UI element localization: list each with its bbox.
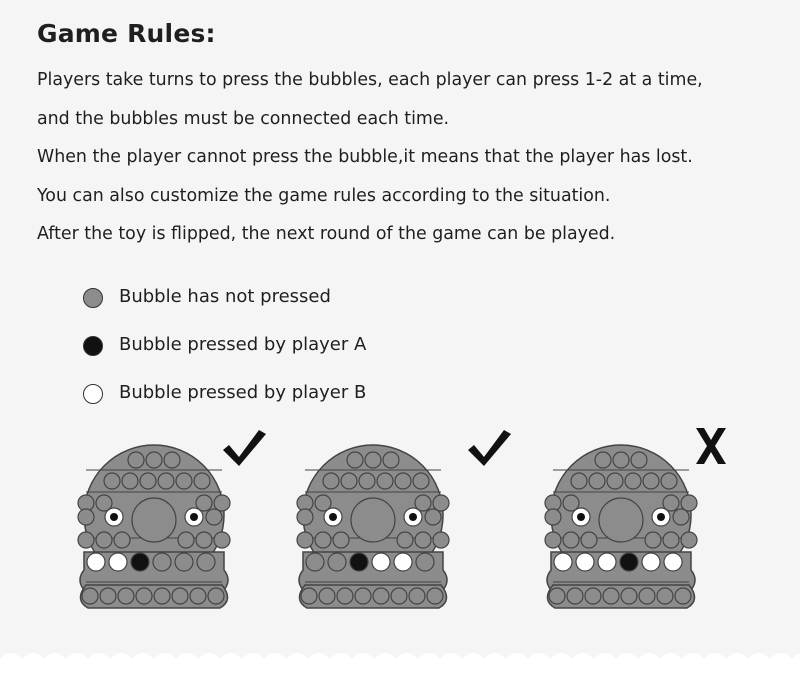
bubble [190, 588, 206, 604]
octopus-example-1 [74, 440, 234, 625]
bubble [315, 532, 331, 548]
bubble [663, 532, 679, 548]
bubble [158, 473, 174, 489]
game-row-bubble [197, 553, 215, 571]
legend-label: Bubble has not pressed [119, 286, 331, 307]
pupil [190, 513, 198, 521]
bubble [82, 588, 98, 604]
game-row-bubble [416, 553, 434, 571]
legend-label: Bubble pressed by player A [119, 334, 367, 355]
octopus-example-2 [293, 440, 453, 625]
bubble [413, 473, 429, 489]
bubble [96, 532, 112, 548]
bubble [297, 532, 313, 548]
octopus-example-3 [541, 440, 701, 625]
bubble [589, 473, 605, 489]
bubble [645, 532, 661, 548]
decorative-wave-border [0, 645, 800, 675]
bubble [136, 588, 152, 604]
bubble [415, 532, 431, 548]
bubble [391, 588, 407, 604]
bubble [625, 473, 641, 489]
bubble [639, 588, 655, 604]
bubble [603, 588, 619, 604]
bubble [194, 473, 210, 489]
game-row-bubble [153, 553, 171, 571]
bubble [78, 509, 94, 525]
game-row-bubble [576, 553, 594, 571]
bubble [585, 588, 601, 604]
rule-line: After the toy is flipped, the next round of the game can be played. [37, 224, 616, 244]
bubble [172, 588, 188, 604]
bubble [427, 588, 443, 604]
bubble [433, 532, 449, 548]
bubble [595, 452, 611, 468]
bubble [140, 473, 156, 489]
game-row-bubble [394, 553, 412, 571]
bubble [397, 532, 413, 548]
bubble [613, 452, 629, 468]
bubble [581, 532, 597, 548]
game-row-bubble [642, 553, 660, 571]
game-row-bubble [87, 553, 105, 571]
bubble [377, 473, 393, 489]
rule-line: and the bubbles must be connected each time. [37, 108, 450, 129]
rules-list [37, 61, 703, 254]
bubble [621, 588, 637, 604]
grey-bubble-icon [83, 288, 103, 308]
bubble [341, 473, 357, 489]
bubble [301, 588, 317, 604]
bubble [673, 509, 689, 525]
bubble [675, 588, 691, 604]
bubble [681, 495, 697, 511]
bubble [567, 588, 583, 604]
game-row-bubble [664, 553, 682, 571]
game-row-bubble [372, 553, 390, 571]
bubble [545, 509, 561, 525]
rule-line: When the player cannot press the bubble,it means that the player has lost. [37, 147, 693, 167]
bubble [355, 588, 371, 604]
bubble [154, 588, 170, 604]
bubble [78, 532, 94, 548]
check-icon [465, 424, 515, 468]
bubble [333, 532, 349, 548]
bubble [409, 588, 425, 604]
bubble [146, 452, 162, 468]
pupil [409, 513, 417, 521]
bubble [607, 473, 623, 489]
bubble [100, 588, 116, 604]
bubble [395, 473, 411, 489]
bubble [571, 473, 587, 489]
bubble [631, 452, 647, 468]
bubble [433, 495, 449, 511]
bubble [373, 588, 389, 604]
bubble [214, 495, 230, 511]
bubble [104, 473, 120, 489]
bubble [208, 588, 224, 604]
center-bubble [132, 498, 176, 542]
game-row-bubble [109, 553, 127, 571]
white-bubble-icon [83, 384, 103, 404]
bubble [359, 473, 375, 489]
game-row-bubble [554, 553, 572, 571]
game-row-bubble [131, 553, 149, 571]
bubble [661, 473, 677, 489]
bubble [365, 452, 381, 468]
center-bubble [599, 498, 643, 542]
bubble [214, 532, 230, 548]
bubble [347, 452, 363, 468]
bubble [549, 588, 565, 604]
pupil [110, 513, 118, 521]
game-row-bubble [620, 553, 638, 571]
bubble [383, 452, 399, 468]
bubble [122, 473, 138, 489]
bubble [425, 509, 441, 525]
black-bubble-icon [83, 336, 103, 356]
bubble [657, 588, 673, 604]
legend-label: Bubble pressed by player B [119, 382, 367, 403]
bubble [196, 532, 212, 548]
bubble [297, 509, 313, 525]
rule-line: You can also customize the game rules according to the situation. [37, 185, 611, 206]
pupil [577, 513, 585, 521]
bubble [118, 588, 134, 604]
bubble [681, 532, 697, 548]
rule-line: Players take turns to press the bubbles, each player can press 1-2 at a time, [37, 70, 703, 90]
game-row-bubble [328, 553, 346, 571]
game-row-bubble [598, 553, 616, 571]
bubble [563, 532, 579, 548]
bubble [178, 532, 194, 548]
bubble [319, 588, 335, 604]
bubble [545, 532, 561, 548]
game-row-bubble [175, 553, 193, 571]
bubble [206, 509, 222, 525]
game-row-bubble [350, 553, 368, 571]
pupil [329, 513, 337, 521]
wave-shape [0, 653, 800, 675]
bubble [337, 588, 353, 604]
pupil [657, 513, 665, 521]
bubble [164, 452, 180, 468]
center-bubble [351, 498, 395, 542]
bubble [114, 532, 130, 548]
bubble [323, 473, 339, 489]
game-row-bubble [306, 553, 324, 571]
bubble [128, 452, 144, 468]
page-title: Game Rules: [37, 19, 216, 48]
bubble [643, 473, 659, 489]
bubble [176, 473, 192, 489]
